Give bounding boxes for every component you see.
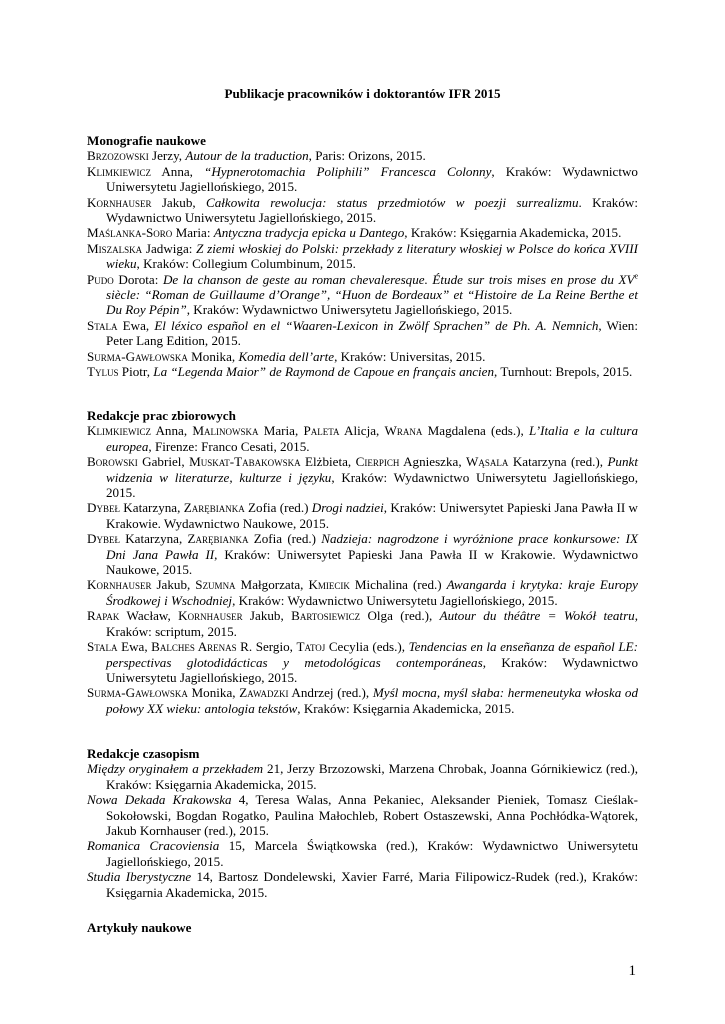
author-surname: Tatoj [296, 639, 326, 655]
bibliography-entry: Stala Ewa, Balches Arenas R. Sergio, Tatoj Cecylia (eds.), Tendencias en la enseñanza de español LE: perspectivas glotodidácticas y metodológicas contemporáneas, Kraków: Wydawnictwo Uniwersytetu Jagiellońskiego, 2015. [87, 639, 638, 685]
work-title: Antyczna tradycja epicka u Dantego [213, 225, 405, 241]
bibliography-entry: Surma-Gawłowska Monika, Komedia dell’arte, Kraków: Universitas, 2015. [87, 348, 486, 364]
work-title: Z ziemi włoskiej do Polski: przekłady z literatury włoskiej w Polsce do końca XVIII wieku [106, 240, 639, 272]
author-surname: Surma-Gawłowska [87, 348, 188, 364]
author-surname: Malinowska [192, 423, 259, 439]
section-artykuly [87, 920, 638, 935]
work-title: Punkt widzenia w literaturze, kulturze i języku [106, 454, 638, 485]
author-surname: Muskat-Tabakowska [189, 454, 301, 470]
author-surname: Kornhauser [178, 608, 243, 624]
work-title: Nadzieja: nagrodzone i wyróżnione prace konkursowe: IX Dni Jana Pawła II [106, 531, 638, 562]
journal-title: Między oryginałem a przekładem [87, 761, 264, 777]
author-surname: Zarębianka [187, 531, 249, 547]
author-surname: Cierpich [355, 454, 400, 470]
bibliography-entry: Kornhauser Jakub, Całkowita rewolucja: status przedmiotów w poezji surrealizmu. Kraków: Wydawnictwo Uniwersytetu Jagiellońskiego, 2015. [87, 194, 638, 226]
work-title: El léxico español en el “Waaren-Lexicon in Zwölf Sprachen” de Ph. A. Nemnich [154, 317, 599, 333]
author-surname: Borowski [87, 454, 138, 470]
work-title-cont: siècle: “Roman de Guillaume d’Orange”, “Huon de Bordeaux” et “Histoire de La Reine Berthe et Du Roy Pépin” [106, 287, 638, 318]
author-surname: Klimkiewicz [87, 423, 151, 439]
author-surname: Dybeł [87, 500, 120, 516]
bibliography-entry: Surma-Gawłowska Monika, Zawadzki Andrzej (red.), Myśl mocna, myśl słaba: hermeneutyka włoska od połowy XX wieku: antologia tekstów, Kraków: Księgarnia Akademicka, 2015. [87, 685, 638, 716]
section-heading: Artykuły naukowe [87, 920, 192, 935]
section-redakcje-czasopism [87, 746, 638, 900]
author-surname: Surma-Gawłowska [87, 685, 188, 701]
work-title: Awangarda i krytyka: kraje Europy Środkowej i Wschodniej [106, 577, 638, 608]
bibliography-entry: Kornhauser Jakub, Szumna Małgorzata, Kmiecik Michalina (red.) Awangarda i krytyka: kraje Europy Środkowej i Wschodniej, Kraków: Wydawnictwo Uniwersytetu Jagiellońskiego, 2015. [87, 577, 638, 608]
author-surname: Tylus [87, 364, 119, 380]
superscript: e [634, 271, 638, 281]
bibliography-entry: Klimkiewicz Anna, “Hypnerotomachia Poliphili” Francesca Colonny, Kraków: Wydawnictwo Uniwersytetu Jagiellońskiego, 2015. [87, 163, 638, 195]
bibliography-entry: Miszalska Jadwiga: Z ziemi włoskiej do Polski: przekłady z literatury włoskiej w Polsce do końca XVIII wieku, Kraków: Collegium Columbinum, 2015. [87, 240, 639, 272]
bibliography-entry: Pudo Dorota: De la chanson de geste au roman chevaleresque. Étude sur trois mises en prose du XVe siècle: “Roman de Guillaume d’Orange”, “Huon de Bordeaux” et “Histoire de La Reine Berthe et Du Roy Pépin”, Kraków: Wydawnictwo Uniwersytetu Jagiellońskiego, 2015. [87, 271, 638, 318]
author-surname: Zarębianka [183, 500, 245, 516]
section-redakcje-prac [87, 408, 638, 716]
work-title: Komedia dell’arte [238, 348, 335, 364]
bibliography-entry: Brzozowski Jerzy, Autour de la traduction, Paris: Orizons, 2015. [87, 148, 426, 164]
bibliography-entry: Studia Iberystyczne 14, Bartosz Dondelewski, Xavier Farré, Maria Filipowicz-Rudek (red.), Kraków: Księgarnia Akademicka, 2015. [87, 869, 638, 900]
author-surname: Balches Arenas [151, 639, 237, 655]
author-surname: Dybeł [87, 531, 120, 547]
author-surname: Maślanka-Soro [87, 225, 173, 241]
section-heading: Monografie naukowe [87, 133, 206, 148]
author-surname: Wrana [384, 423, 423, 439]
bibliography-entry: Dybeł Katarzyna, Zarębianka Zofia (red.) Drogi nadziei, Kraków: Uniwersytet Papieski Jana Pawła II w Krakowie. Wydawnictwo Naukowe, 2015. [87, 500, 638, 531]
work-title: Autour du théâtre = Wokół teatru [439, 608, 635, 624]
author-surname: Klimkiewicz [87, 163, 151, 179]
work-title: Całkowita rewolucja: status przedmiotów w poezji surrealizmu [206, 194, 579, 210]
journal-title: Nowa Dekada Krakowska [87, 792, 232, 808]
work-title: La “Legenda Maior” de Raymond de Capoue en français ancien [153, 364, 495, 380]
work-title: L’Italia e la cultura europea [106, 423, 639, 454]
bibliography-entry: Tylus Piotr, La “Legenda Maior” de Raymond de Capoue en français ancien, Turnhout: Brepols, 2015. [87, 364, 633, 380]
work-title: Autour de la traduction [185, 148, 309, 164]
author-surname: Kornhauser [87, 577, 152, 593]
journal-title: Studia Iberystyczne [87, 869, 192, 885]
bibliography-entry: Między oryginałem a przekładem 21, Jerzy Brzozowski, Marzena Chrobak, Joanna Górnikiewicz (red.), Kraków: Księgarnia Akademicka, 2015. [87, 761, 638, 792]
journal-title: Romanica Cracoviensia [87, 838, 220, 854]
author-surname: Brzozowski [87, 148, 149, 164]
bibliography-entry: Maślanka-Soro Maria: Antyczna tradycja epicka u Dantego, Kraków: Księgarnia Akademicka, 2015. [87, 225, 622, 241]
bibliography-entry: Klimkiewicz Anna, Malinowska Maria, Paleta Alicja, Wrana Magdalena (eds.), L’Italia e la cultura europea, Firenze: Franco Cesati, 2015. [87, 423, 639, 454]
bibliography-entry: Rapak Wacław, Kornhauser Jakub, Bartosiewicz Olga (red.), Autour du théâtre = Wokół teatru, Kraków: scriptum, 2015. [87, 608, 638, 639]
section-heading: Redakcje czasopism [87, 746, 200, 761]
page-number: 1 [628, 963, 636, 979]
bibliography-entry: Nowa Dekada Krakowska 4, Teresa Walas, Anna Pekaniec, Aleksander Pieniek, Tomasz Cieślak-Sokołowski, Bogdan Rogatko, Paulina Małochleb, Robert Ostaszewski, Anna Pochłódka-Wątorek, Jakub Kornhauser (red.), 2015. [87, 792, 638, 839]
author-surname: Rapak [87, 608, 120, 624]
author-surname: Kmiecik [308, 577, 350, 593]
author-surname: Pudo [87, 271, 114, 287]
author-surname: Wąsala [466, 454, 509, 470]
author-surname: Stala [87, 317, 118, 333]
bibliography-entry: Stala Ewa, El léxico español en el “Waaren-Lexicon in Zwölf Sprachen” de Ph. A. Nemnich, Wien: Peter Lang Edition, 2015. [87, 317, 638, 349]
author-surname: Paleta [303, 423, 340, 439]
bibliography-entry: Romanica Cracoviensia 15, Marcela Świątkowska (red.), Kraków: Wydawnictwo Uniwersytetu Jagiellońskiego, 2015. [87, 838, 638, 869]
author-surname: Bartosiewicz [291, 608, 361, 624]
section-monografie [87, 133, 638, 380]
work-title: Myśl mocna, myśl słaba: hermeneutyka włoska od połowy XX wieku: antologia tekstów [106, 685, 638, 716]
work-title: De la chanson de geste au roman chevaleresque. Étude sur trois mises en prose du XV [162, 271, 635, 287]
author-surname: Miszalska [87, 240, 143, 256]
section-heading: Redakcje prac zbiorowych [87, 408, 236, 423]
bibliography-entry: Dybeł Katarzyna, Zarębianka Zofia (red.) Nadzieja: nagrodzone i wyróżnione prace konkursowe: IX Dni Jana Pawła II, Kraków: Uniwersytet Papieski Jana Pawła II w Krakowie. Wydawnictwo Naukowe, 2015. [87, 531, 638, 578]
author-surname: Zawadzki [239, 685, 289, 701]
work-title: Drogi nadziei [311, 500, 384, 516]
author-surname: Kornhauser [87, 194, 152, 210]
page-title: Publikacje pracowników i doktorantów IFR 2015 [224, 86, 501, 101]
work-title: “Hypnerotomachia Poliphili” Francesca Colonny [204, 163, 492, 179]
author-surname: Stala [87, 639, 118, 655]
author-surname: Szumna [195, 577, 236, 593]
bibliography-entry: Borowski Gabriel, Muskat-Tabakowska Elżbieta, Cierpich Agnieszka, Wąsala Katarzyna (red.), Punkt widzenia w literaturze, kulturze i języku, Kraków: Wydawnictwo Uniwersytetu Jagiellońskiego, 2015. [87, 454, 638, 501]
work-title: Tendencias en la enseñanza de español LE: perspectivas glotodidácticas y metodológicas contemporáneas [106, 639, 638, 670]
